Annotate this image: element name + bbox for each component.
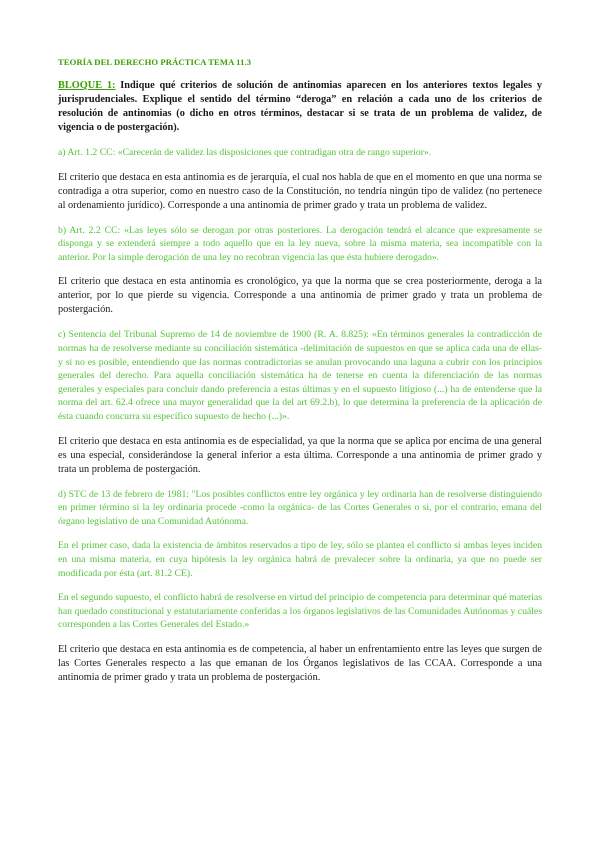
bloque-label: BLOQUE 1: [58, 80, 116, 91]
quote-paragraph-b: b) Art. 2.2 CC: «Las leyes sólo se derogan por otras posteriores. La derogación tendrá el alcance que expresamente se disponga y se extenderá siempre a todo aquello que en la ley nueva, sobre la misma materia, sea incompatible con la anterior. Por la simple derogación de una ley no recobran vigencia las que ésta hubiere derogado». [58, 224, 542, 263]
quote-paragraph-c: c) Sentencia del Tribunal Supremo de 14 de noviembre de 1900 (R. A. 8.825): «En términos generales la contradicción de normas ha de resolverse mediante su conciliación sistemática -delimitación de supuestos en que se aplica cada una de ellas- y si no es posible, entendiendo que las normas contradictorias se anulan provocando una laguna a cubrir con los principios generales del derecho. Para aquella conciliación sistemática ha de tenerse en cuenta la diferenciación de las normas generales y especiales para concluir dando preferencia a estas últimas y en el supuesto litigioso (...) ha de entenderse que la norma del art. 62.4 ofrece una mayor generalidad que la del art 69.2.b), lo que determina la preferencia de la aplicación de ésta cuando concurra su específico supuesto de hecho (...)». [58, 329, 542, 422]
answer-paragraph-d: El criterio que destaca en esta antinomia es de competencia, al haber un enfrentamiento entre las leyes que surgen de las Cortes Generales respecto a las que emanan de los Órganos legislativos de las CCAA. Corresponde a una antinomia de primer grado y trata un problema de postergación. [58, 643, 542, 683]
answer-paragraph-b: El criterio que destaca en esta antinomia es cronológico, ya que la norma que se crea posteriormente, deroga a la anterior, por lo que pierde su vigencia. Corresponde a una antinomia de primer grado y trata un problema de postergación. [58, 276, 542, 316]
question-text: Indique qué criterios de solución de antinomias aparecen en los anteriores textos legales y jurisprudenciales. Explique el sentido del término “deroga” en relación a cada uno de los criterios de resolución de antinomias (o dicho en otros términos, destacar si se trata de un problema de validez, de vigencia o de postergación). [58, 80, 542, 133]
question-block [58, 79, 542, 135]
quote-paragraph-d-second-case: En el segundo supuesto, el conflicto habrá de resolverse en virtud del principio de competencia para determinar qué materias han quedado constitucional y estatutariamente conferidas a los órganos legislativos de las Comunidades Autónomas y cuáles corresponden a las Cortes Generales del Estado.» [58, 592, 542, 631]
quote-paragraph-a: a) Art. 1.2 CC: «Carecerán de validez las disposiciones que contradigan otra de rango superior». [58, 147, 432, 158]
quote-paragraph-d-first-case: En el primer caso, dada la existencia de ámbitos reservados a tipo de ley, sólo se plantea el conflicto si ambas leyes inciden en una misma materia, en cuya hipótesis la ley orgánica habrá de prevalecer sobre la ordinaria, ya que no puede ser modificada por ésta (art. 81.2 CE). [58, 540, 542, 579]
quote-paragraph-d: d) STC de 13 de febrero de 1981: "Los posibles conflictos entre ley orgánica y ley ordinaria han de resolverse distinguiendo en primer término si la ley ordinaria procede -como la orgánica- de las Cortes Generales o si, por el contrario, emana del órgano legislativo de una Comunidad Autónoma. [58, 488, 542, 527]
document-title: TEORÍA DEL DERECHO PRÁCTICA TEMA 11.3 [58, 57, 252, 67]
answer-paragraph-a: El criterio que destaca en esta antinomia es de jerarquía, el cual nos habla de que en el momento en que una norma se contradiga a otra superior, como en nuestro caso de la Constitución, no tendría ningún tipo de validez (no pertenece al ordenamiento jurídico). Corresponde a una antinomia de primer grado y trata un problema de validez. [58, 171, 542, 211]
answer-paragraph-c: El criterio que destaca en esta antinomia es de especialidad, ya que la norma que se aplica por encima de una general es una especial, considerándose la general inferior a esta última. Corresponde a una antinomia de primer grado y trata un problema de postergación. [58, 435, 542, 475]
